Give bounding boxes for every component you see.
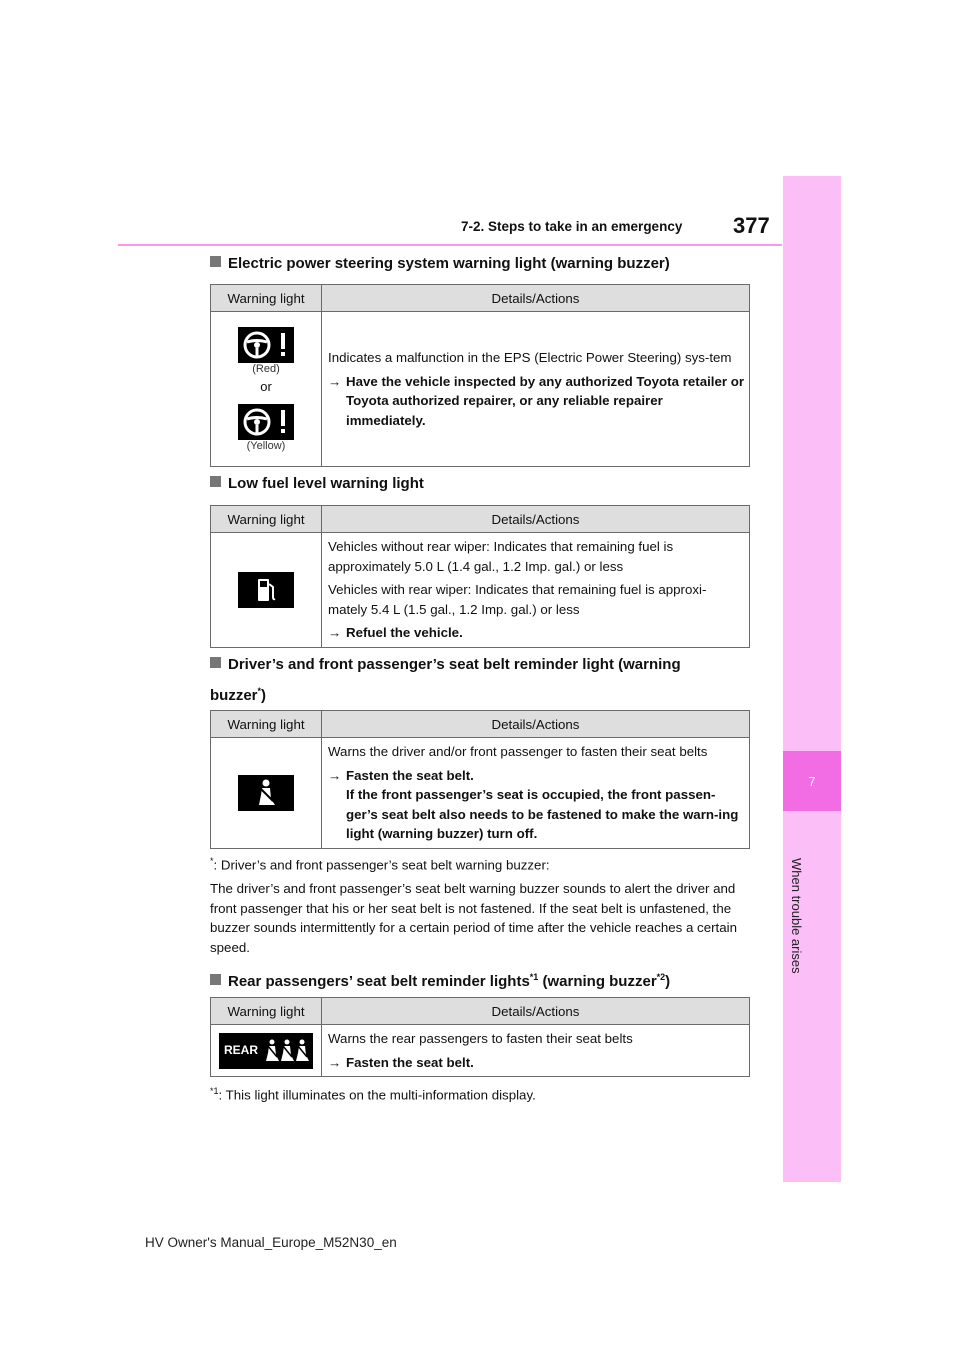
rear-belt-heading: Rear passengers’ seat belt reminder lights$^{*1}$ (warning buzzer$^{*2}$): [210, 964, 750, 995]
fuel-line1: Vehicles without rear wiper: Indicates that remaining fuel is approximately 5.0 L (1.4 gal., 1.2 Imp. gal.) or less: [328, 539, 674, 574]
front-belt-icon-cell: [211, 738, 322, 849]
footer-manual-id: HV Owner's Manual_Europe_M52N30_en: [145, 1235, 397, 1250]
eps-action: → Have the vehicle inspected by any authorized Toyota retailer or Toyota authorized repairer, or any reliable repairer immediately.: [328, 373, 745, 428]
yellow-caption: (Yellow): [246, 439, 286, 452]
fuel-details-cell: [322, 533, 750, 648]
front-belt-note-title: *: Driver’s and front passenger’s seat belt warning buzzer:: [210, 856, 550, 873]
front-belt-details-cell: [322, 738, 750, 849]
col-warning-light: Warning light: [211, 506, 322, 533]
fuel-heading: Low fuel level warning light: [210, 471, 424, 497]
rear-belt-note: $^{*1}$: This light illuminates on the multi-information display.: [210, 1086, 536, 1103]
header-divider: [118, 244, 782, 246]
square-bullet-icon: [210, 256, 221, 267]
col-details-actions: Details/Actions: [322, 285, 750, 312]
arrow-icon: →: [328, 767, 342, 783]
square-bullet-icon: [210, 974, 221, 985]
arrow-icon: →: [328, 373, 342, 389]
square-bullet-icon: [210, 657, 221, 668]
eps-heading: Electric power steering system warning light (warning buzzer): [210, 251, 670, 277]
eps-details-cell: [322, 312, 750, 467]
eps-icon-cell: [211, 312, 322, 467]
steering-exclamation-icon: [238, 327, 294, 363]
fuel-line2: Vehicles with rear wiper: Indicates that remaining fuel is approxi-mately 5.4 L (1.5 gal., 1.2 Imp. gal.) or less: [328, 582, 707, 617]
col-details-actions: Details/Actions: [322, 506, 750, 533]
eps-description: Indicates a malfunction in the EPS (Electric Power Steering) sys-tem: [328, 350, 732, 365]
steering-exclamation-icon: [238, 404, 294, 440]
rear-belt-action: → Fasten the seat belt.: [328, 1053, 745, 1073]
square-bullet-icon: [210, 476, 221, 487]
front-belt-action: → Fasten the seat belt. If the front passenger’s seat is occupied, the front passen-ger’s seat belt also needs to be fastened to make the warn-ing light (warning buzzer) turn off.: [328, 767, 739, 841]
front-belt-description: Warns the driver and/or front passenger to fasten their seat belts: [328, 744, 708, 759]
fuel-table: [210, 505, 750, 648]
front-belt-note-body: The driver’s and front passenger’s seat belt warning buzzer sounds to alert the driver and front passenger that his or her seat belt is not fastened. If the seat belt is unfastened, the buzzer sounds intermittently for a certain period of time after the vehicle reaches a certain speed.: [210, 881, 737, 955]
col-warning-light: Warning light: [211, 998, 322, 1025]
col-details-actions: Details/Actions: [322, 998, 750, 1025]
rear-belt-icon-cell: [211, 1025, 322, 1077]
fuel-icon-cell: [211, 533, 322, 648]
arrow-icon: →: [328, 1054, 342, 1070]
arrow-icon: →: [328, 625, 342, 640]
rear-belt-table: [210, 997, 750, 1077]
front-belt-heading: Driver’s and front passenger’s seat belt reminder light (warning buzzer*): [210, 656, 681, 704]
rear-label: REAR: [224, 1042, 259, 1057]
eps-table: [210, 284, 750, 467]
red-caption: (Red): [252, 362, 280, 375]
section-title: 7-2. Steps to take in an emergency: [461, 219, 683, 234]
fuel-pump-icon: [238, 572, 294, 608]
col-details-actions: Details/Actions: [322, 711, 750, 738]
fuel-action: → Refuel the vehicle.: [328, 623, 745, 643]
rear-belt-details-cell: [322, 1025, 750, 1077]
rear-belt-description: Warns the rear passengers to fasten their seat belts: [328, 1031, 633, 1046]
col-warning-light: Warning light: [211, 285, 322, 312]
rear-seatbelt-icon: [219, 1033, 313, 1069]
chapter-number-tab[interactable]: [783, 751, 841, 811]
col-warning-light: Warning light: [211, 711, 322, 738]
front-belt-table: [210, 710, 750, 849]
chapter-number: 7: [808, 773, 816, 789]
page-number: 377: [733, 213, 770, 238]
seatbelt-icon: [238, 775, 294, 811]
side-tab-band: [783, 176, 841, 1182]
or-label: or: [260, 378, 272, 394]
chapter-title: When trouble arises: [789, 858, 804, 974]
